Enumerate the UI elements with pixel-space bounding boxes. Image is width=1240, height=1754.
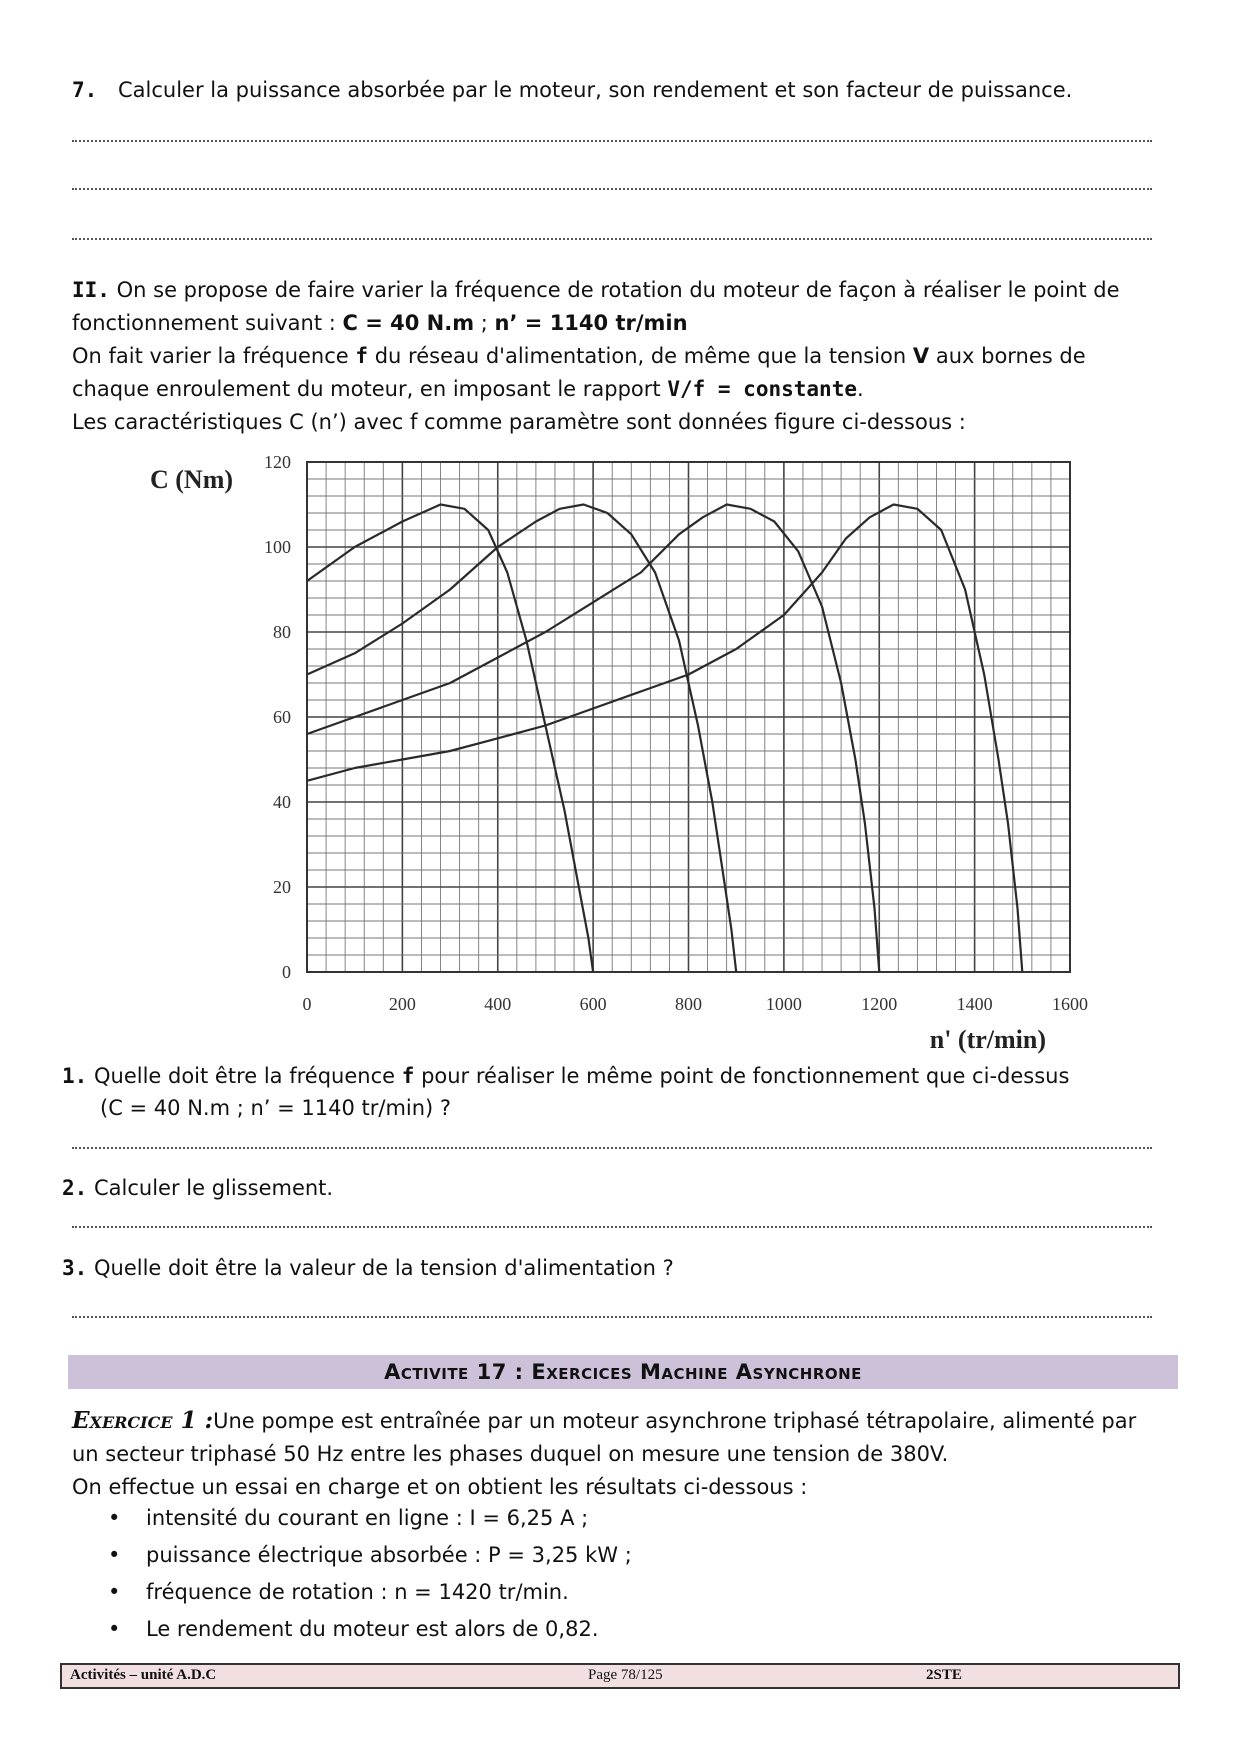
x-axis-label: n' (tr/min): [929, 1025, 1046, 1054]
question-text: Calculer le glissement.: [93, 1176, 334, 1200]
list-item: [108, 1617, 599, 1641]
y-tick-label: 60: [273, 707, 291, 727]
list-item-text: fréquence de rotation : n = 1420 tr/min.: [146, 1580, 569, 1604]
torque-speed-chart: [130, 450, 1100, 1060]
paragraph-line: On fait varier la fréquence: [72, 344, 356, 368]
y-axis-label: C (Nm): [150, 465, 234, 494]
paragraph-line: un secteur triphasé 50 Hz entre les phases duquel on mesure une tension de 380V.: [72, 1442, 949, 1466]
chart-curves: [307, 505, 1022, 973]
question-2: [62, 1172, 333, 1204]
paragraph-line: fonctionnement suivant :: [72, 311, 343, 335]
series-curve-2: [307, 505, 736, 973]
list-item-text: intensité du courant en ligne : I = 6,25 A ;: [146, 1506, 589, 1530]
paragraph-line: On effectue un essai en charge et on obtient les résultats ci-dessous :: [72, 1475, 808, 1499]
bullet: •: [108, 1506, 121, 1530]
question-number: 3.: [62, 1256, 88, 1280]
answer-line[interactable]: [72, 238, 1152, 240]
x-tick-label: 1600: [1052, 994, 1088, 1014]
paragraph-line: Les caractéristiques C (n’) avec f comme paramètre sont données figure ci-dessous :: [72, 410, 966, 434]
answer-line[interactable]: [72, 1147, 1152, 1149]
page-number: Page 78/125: [588, 1667, 663, 1683]
list-item: [108, 1580, 569, 1604]
question-number: 2.: [62, 1176, 88, 1200]
x-tick-label: 200: [388, 994, 416, 1014]
answer-line[interactable]: [72, 188, 1152, 190]
question-text: Calculer la puissance absorbée par le moteur, son rendement et son facteur de puissance.: [117, 78, 1073, 102]
bullet: •: [108, 1617, 121, 1641]
paragraph-line: du réseau d'alimentation, de même que la tension: [368, 344, 913, 368]
series-curve-4: [307, 505, 1022, 973]
symbol-f: f: [401, 1064, 415, 1088]
operating-speed: n’ = 1140 tr/min: [494, 311, 688, 335]
paragraph-line: chaque enroulement du moteur, en imposant le rapport: [72, 377, 668, 401]
question-3: [62, 1252, 674, 1284]
x-tick-label: 1000: [765, 994, 802, 1014]
y-tick-label: 40: [273, 792, 291, 812]
paragraph-line: Une pompe est entraînée par un moteur asynchrone triphasé tétrapolaire, alimenté par: [213, 1409, 1137, 1433]
y-tick-label: 120: [264, 452, 291, 472]
question-text: pour réaliser le même point de fonctionnement que ci-dessus: [414, 1064, 1070, 1088]
x-tick-label: 800: [675, 994, 702, 1014]
question-7: [72, 74, 1072, 106]
y-tick-label: 80: [273, 622, 291, 642]
separator: ;: [474, 311, 495, 335]
symbol-f: f: [355, 344, 369, 368]
series-curve-1: [307, 505, 593, 973]
x-tick-label: 400: [484, 994, 512, 1014]
exercise-1: [72, 1404, 1182, 1504]
paragraph-line: aux bornes de: [929, 344, 1086, 368]
paragraph-line: On se propose de faire varier la fréquence de rotation du moteur de façon à réaliser le point de: [116, 278, 1120, 302]
page-footer: [60, 1663, 1180, 1689]
y-tick-label: 20: [273, 877, 291, 897]
question-1: [62, 1060, 1172, 1124]
exercise-title: Exercice 1 :: [72, 1407, 214, 1434]
list-item: [108, 1543, 632, 1567]
question-number: 7.: [72, 78, 98, 102]
y-tick-label: 100: [264, 537, 291, 557]
bullet: •: [108, 1543, 121, 1567]
list-item-text: Le rendement du moteur est alors de 0,82.: [146, 1617, 599, 1641]
bullet: •: [108, 1580, 121, 1604]
ratio-constant: V/f = constante: [667, 377, 857, 401]
question-text: Quelle doit être la fréquence: [93, 1064, 402, 1088]
answer-line[interactable]: [72, 1226, 1152, 1228]
part-number: II.: [72, 278, 110, 302]
question-number: 1.: [62, 1064, 88, 1088]
x-tick-label: 0: [302, 994, 312, 1014]
y-tick-label: 0: [282, 962, 291, 982]
x-tick-label: 1200: [861, 994, 898, 1014]
part-ii: [72, 274, 1172, 439]
question-text: Quelle doit être la valeur de la tension d'alimentation ?: [93, 1256, 674, 1280]
list-item-text: puissance électrique absorbée : P = 3,25 kW ;: [146, 1543, 632, 1567]
chart-grid: [307, 462, 1070, 972]
list-item: [108, 1506, 588, 1530]
x-tick-label: 1400: [956, 994, 993, 1014]
footer-right: 2STE: [926, 1667, 962, 1683]
operating-torque: C = 40 N.m: [342, 311, 475, 335]
period: .: [856, 377, 864, 401]
question-text: (C = 40 N.m ; n’ = 1140 tr/min) ?: [100, 1096, 452, 1120]
footer-left: Activités – unité A.D.C: [70, 1667, 217, 1683]
symbol-v: V: [912, 344, 930, 368]
answer-line[interactable]: [72, 1316, 1152, 1318]
answer-line[interactable]: [72, 140, 1152, 142]
x-tick-label: 600: [579, 994, 607, 1014]
activity-banner: Activite 17 : Exercices Machine Asynchrone: [68, 1355, 1178, 1389]
